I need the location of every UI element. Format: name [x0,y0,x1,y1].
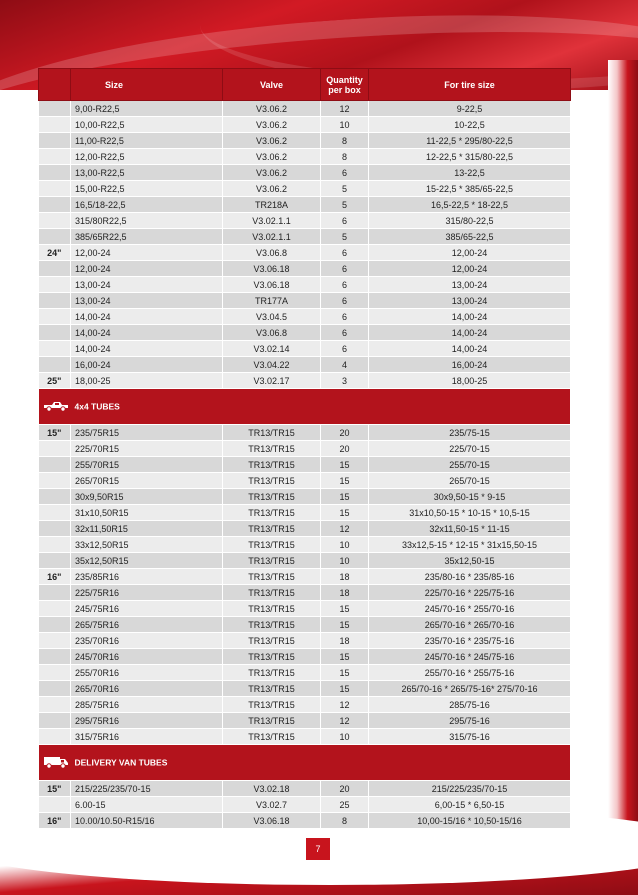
valve-cell: V3.06.2 [223,165,321,181]
tire-size-cell: 265/70-15 [369,473,571,489]
valve-cell: TR13/TR15 [223,633,321,649]
valve-cell: V3.06.8 [223,245,321,261]
valve-cell: V3.06.2 [223,149,321,165]
size-cell: 315/75R16 [71,729,223,745]
rim-cell [39,617,71,633]
table-row [39,341,571,357]
valve-cell: V3.04.5 [223,309,321,325]
size-cell: 245/70R16 [71,649,223,665]
valve-cell: TR13/TR15 [223,729,321,745]
size-cell: 14,00-24 [71,341,223,357]
valve-cell: TR13/TR15 [223,681,321,697]
page-number: 7 [306,838,330,860]
tire-size-cell: 225/70-15 [369,441,571,457]
quantity-cell: 15 [321,601,369,617]
section-header-cell [39,745,571,781]
tire-size-cell: 265/70-16 * 265/70-16 [369,617,571,633]
quantity-cell: 15 [321,681,369,697]
size-cell: 13,00-24 [71,293,223,309]
quantity-cell: 6 [321,277,369,293]
rim-cell [39,633,71,649]
table-row [39,373,571,389]
tire-size-cell: 265/70-16 * 265/75-16* 275/70-16 [369,681,571,697]
size-cell: 12,00-R22,5 [71,149,223,165]
tire-size-cell: 245/70-16 * 255/70-16 [369,601,571,617]
tire-size-cell: 285/75-16 [369,697,571,713]
tire-size-cell: 255/70-15 [369,457,571,473]
table-row [39,441,571,457]
quantity-cell: 10 [321,729,369,745]
table-row [39,569,571,585]
valve-cell: TR13/TR15 [223,457,321,473]
quantity-cell: 10 [321,553,369,569]
size-cell: 235/85R16 [71,569,223,585]
table-row [39,537,571,553]
size-cell: 15,00-R22,5 [71,181,223,197]
section-title: 4x4 TUBES [74,400,120,411]
table-row [39,713,571,729]
section-title: DELIVERY VAN TUBES [74,756,168,767]
size-cell: 315/80R22,5 [71,213,223,229]
valve-cell: TR13/TR15 [223,665,321,681]
tire-size-cell: 14,00-24 [369,309,571,325]
tire-size-cell: 15-22,5 * 385/65-22,5 [369,181,571,197]
tire-size-cell: 16,5-22,5 * 18-22,5 [369,197,571,213]
valve-cell: V3.06.2 [223,101,321,117]
size-cell: 225/70R15 [71,441,223,457]
valve-cell: TR218A [223,197,321,213]
table-row [39,681,571,697]
table-row [39,181,571,197]
valve-cell: V3.06.18 [223,261,321,277]
tire-size-cell: 295/75-16 [369,713,571,729]
table-row [39,245,571,261]
pickup-truck-icon [43,400,69,414]
valve-cell: V3.02.18 [223,781,321,797]
tire-size-cell: 235/75-15 [369,425,571,441]
tire-size-cell: 13-22,5 [369,165,571,181]
valve-cell: TR13/TR15 [223,617,321,633]
table-row [39,489,571,505]
right-edge-decoration [608,60,638,840]
rim-cell [39,713,71,729]
quantity-cell: 6 [321,309,369,325]
rim-cell [39,101,71,117]
valve-cell: V3.04.22 [223,357,321,373]
table-row [39,505,571,521]
tire-size-header: For tire size [369,69,571,101]
size-cell: 10.00/10.50-R15/16 [71,813,223,829]
valve-cell: TR13/TR15 [223,569,321,585]
valve-cell: TR13/TR15 [223,601,321,617]
table-row [39,585,571,601]
table-body [39,101,571,829]
quantity-cell: 8 [321,133,369,149]
valve-cell: V3.02.14 [223,341,321,357]
rim-cell [39,165,71,181]
valve-cell: V3.06.2 [223,133,321,149]
size-cell: 215/225/235/70-15 [71,781,223,797]
tire-size-cell: 13,00-24 [369,277,571,293]
size-cell: 265/70R16 [71,681,223,697]
quantity-cell: 12 [321,713,369,729]
table-row [39,665,571,681]
size-cell: 235/75R15 [71,425,223,441]
tire-size-cell: 35x12,50-15 [369,553,571,569]
size-cell: 255/70R15 [71,457,223,473]
valve-cell: TR13/TR15 [223,441,321,457]
table-row [39,309,571,325]
size-cell: 295/75R16 [71,713,223,729]
size-cell: 10,00-R22,5 [71,117,223,133]
quantity-cell: 6 [321,293,369,309]
quantity-cell: 6 [321,261,369,277]
size-cell: 31x10,50R15 [71,505,223,521]
size-cell: 13,00-R22,5 [71,165,223,181]
rim-header [39,69,71,101]
size-header: Size [71,69,223,101]
quantity-cell: 15 [321,505,369,521]
quantity-cell: 6 [321,165,369,181]
rim-cell [39,473,71,489]
quantity-header-line2: per box [328,84,361,95]
quantity-cell: 6 [321,245,369,261]
tire-size-cell: 12,00-24 [369,261,571,277]
quantity-cell: 18 [321,585,369,601]
tire-size-cell: 215/225/235/70-15 [369,781,571,797]
table-row [39,633,571,649]
quantity-cell: 15 [321,457,369,473]
valve-cell: V3.02.17 [223,373,321,389]
tire-size-cell: 11-22,5 * 295/80-22,5 [369,133,571,149]
rim-cell [39,681,71,697]
table-row [39,473,571,489]
quantity-cell: 12 [321,101,369,117]
rim-cell [39,309,71,325]
tire-size-cell: 10,00-15/16 * 10,50-15/16 [369,813,571,829]
valve-cell: V3.06.8 [223,325,321,341]
valve-cell: V3.02.1.1 [223,229,321,245]
rim-cell [39,197,71,213]
size-cell: 265/75R16 [71,617,223,633]
rim-cell [39,229,71,245]
quantity-cell: 6 [321,213,369,229]
rim-cell [39,489,71,505]
tire-size-cell: 10-22,5 [369,117,571,133]
valve-cell: TR13/TR15 [223,505,321,521]
quantity-cell: 15 [321,473,369,489]
size-cell: 9,00-R22,5 [71,101,223,117]
quantity-header [321,69,369,101]
table-row [39,213,571,229]
quantity-cell: 20 [321,441,369,457]
table-row [39,261,571,277]
tire-size-cell: 235/80-16 * 235/85-16 [369,569,571,585]
quantity-cell: 3 [321,373,369,389]
valve-cell: TR13/TR15 [223,425,321,441]
rim-cell [39,649,71,665]
rim-cell [39,277,71,293]
tire-size-cell: 315/80-22,5 [369,213,571,229]
size-cell: 18,00-25 [71,373,223,389]
table-row [39,781,571,797]
tire-size-cell: 315/75-16 [369,729,571,745]
size-cell: 16,5/18-22,5 [71,197,223,213]
rim-cell: 15" [39,425,71,441]
quantity-cell: 18 [321,569,369,585]
quantity-cell: 6 [321,325,369,341]
quantity-cell: 10 [321,537,369,553]
rim-cell [39,441,71,457]
quantity-cell: 15 [321,489,369,505]
table-row [39,325,571,341]
rim-cell [39,521,71,537]
rim-cell [39,149,71,165]
valve-cell: V3.06.18 [223,277,321,293]
rim-cell [39,797,71,813]
size-cell: 30x9,50R15 [71,489,223,505]
valve-cell: V3.06.2 [223,181,321,197]
rim-cell: 15" [39,781,71,797]
tire-size-cell: 18,00-25 [369,373,571,389]
quantity-cell: 10 [321,117,369,133]
quantity-cell: 5 [321,181,369,197]
table-row [39,601,571,617]
tire-size-cell: 12-22,5 * 315/80-22,5 [369,149,571,165]
quantity-cell: 8 [321,149,369,165]
tire-size-cell: 13,00-24 [369,293,571,309]
valve-cell: TR13/TR15 [223,537,321,553]
table-row [39,165,571,181]
quantity-cell: 15 [321,617,369,633]
tire-size-cell: 9-22,5 [369,101,571,117]
rim-cell [39,261,71,277]
size-cell: 385/65R22,5 [71,229,223,245]
rim-cell [39,117,71,133]
size-cell: 245/75R16 [71,601,223,617]
table-row [39,293,571,309]
rim-cell [39,537,71,553]
rim-cell [39,341,71,357]
rim-cell: 24" [39,245,71,261]
table-row [39,133,571,149]
size-cell: 32x11,50R15 [71,521,223,537]
tire-size-cell: 14,00-24 [369,325,571,341]
size-cell: 12,00-24 [71,261,223,277]
tire-size-cell: 245/70-16 * 245/75-16 [369,649,571,665]
quantity-cell: 8 [321,813,369,829]
quantity-cell: 6 [321,341,369,357]
valve-cell: TR13/TR15 [223,521,321,537]
rim-cell [39,697,71,713]
table-row [39,797,571,813]
quantity-cell: 4 [321,357,369,373]
size-cell: 265/70R15 [71,473,223,489]
size-cell: 6.00-15 [71,797,223,813]
quantity-cell: 12 [321,697,369,713]
tire-size-cell: 385/65-22,5 [369,229,571,245]
quantity-cell: 12 [321,521,369,537]
valve-cell: TR13/TR15 [223,649,321,665]
valve-cell: TR13/TR15 [223,585,321,601]
table-row [39,697,571,713]
rim-cell [39,133,71,149]
table-row [39,101,571,117]
tire-size-cell: 225/70-16 * 225/75-16 [369,585,571,601]
quantity-cell: 20 [321,781,369,797]
valve-cell: TR177A [223,293,321,309]
tire-size-cell: 255/70-16 * 255/75-16 [369,665,571,681]
valve-cell: V3.06.18 [223,813,321,829]
section-header-row [39,389,571,425]
table-row [39,729,571,745]
table-row [39,197,571,213]
tube-spec-table [38,68,571,829]
tire-size-cell: 12,00-24 [369,245,571,261]
size-cell: 285/75R16 [71,697,223,713]
rim-cell [39,553,71,569]
table-row [39,457,571,473]
quantity-cell: 5 [321,197,369,213]
size-cell: 225/75R16 [71,585,223,601]
quantity-header-line1: Quantity [326,74,363,85]
section-header-cell [39,389,571,425]
rim-cell [39,293,71,309]
quantity-cell: 15 [321,665,369,681]
valve-cell: V3.06.2 [223,117,321,133]
rim-cell [39,181,71,197]
table-row [39,357,571,373]
valve-cell: TR13/TR15 [223,473,321,489]
table-row [39,649,571,665]
rim-cell [39,457,71,473]
tire-size-cell: 235/70-16 * 235/75-16 [369,633,571,649]
rim-cell [39,601,71,617]
rim-cell [39,505,71,521]
valve-cell: TR13/TR15 [223,489,321,505]
valve-cell: TR13/TR15 [223,713,321,729]
size-cell: 14,00-24 [71,309,223,325]
quantity-cell: 25 [321,797,369,813]
tire-size-cell: 6,00-15 * 6,50-15 [369,797,571,813]
rim-cell: 25" [39,373,71,389]
valve-cell: TR13/TR15 [223,553,321,569]
table-row [39,813,571,829]
valve-header: Valve [223,69,321,101]
size-cell: 255/70R16 [71,665,223,681]
rim-cell [39,585,71,601]
table-row [39,617,571,633]
quantity-cell: 18 [321,633,369,649]
size-cell: 33x12,50R15 [71,537,223,553]
size-cell: 12,00-24 [71,245,223,261]
table-row [39,521,571,537]
tire-size-cell: 32x11,50-15 * 11-15 [369,521,571,537]
delivery-van-icon [43,755,69,771]
table-row [39,229,571,245]
quantity-cell: 15 [321,649,369,665]
table-row [39,277,571,293]
size-cell: 13,00-24 [71,277,223,293]
tire-size-cell: 30x9,50-15 * 9-15 [369,489,571,505]
tire-size-cell: 14,00-24 [369,341,571,357]
rim-cell [39,729,71,745]
size-cell: 235/70R16 [71,633,223,649]
rim-cell: 16" [39,813,71,829]
table-row [39,149,571,165]
rim-cell [39,325,71,341]
tire-size-cell: 33x12,5-15 * 12-15 * 31x15,50-15 [369,537,571,553]
table-header-row [39,69,571,101]
table-row [39,117,571,133]
size-cell: 16,00-24 [71,357,223,373]
tire-size-cell: 31x10,50-15 * 10-15 * 10,5-15 [369,505,571,521]
rim-cell [39,665,71,681]
valve-cell: V3.02.1.1 [223,213,321,229]
table-row [39,425,571,441]
rim-cell [39,213,71,229]
valve-cell: V3.02.7 [223,797,321,813]
quantity-cell: 20 [321,425,369,441]
rim-cell [39,357,71,373]
size-cell: 35x12,50R15 [71,553,223,569]
table-row [39,553,571,569]
quantity-cell: 5 [321,229,369,245]
rim-cell: 16" [39,569,71,585]
valve-cell: TR13/TR15 [223,697,321,713]
tire-size-cell: 16,00-24 [369,357,571,373]
size-cell: 14,00-24 [71,325,223,341]
section-header-row [39,745,571,781]
size-cell: 11,00-R22,5 [71,133,223,149]
